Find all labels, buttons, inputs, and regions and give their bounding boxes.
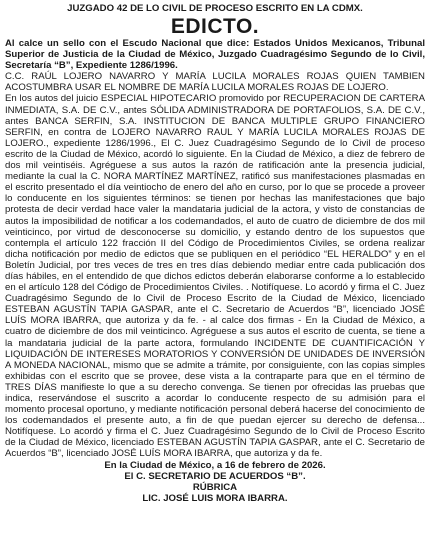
court-header: JUZGADO 42 DE LO CIVIL DE PROCESO ESCRITO EN LA CDMX. bbox=[67, 3, 363, 14]
closing-block bbox=[5, 460, 425, 504]
closing-date: En la Ciudad de México, a 16 de febrero de 2026. bbox=[104, 459, 326, 471]
secretary-line: El C. SECRETARIO DE ACUERDOS “B”. bbox=[124, 470, 306, 482]
addressees-paragraph: C.C. RAÚL LOJERO NAVARRO Y MARÍA LUCILA MORALES ROJAS QUIEN TAMBIEN ACOSTUMBRA USAR EL NOMBRE DE MARÍA LUCILA MORALES ROJAS DE LOJERO. bbox=[5, 71, 425, 94]
seal-note: Al calce un sello con el Escudo Nacional que dice: Estados Unidos Mexicanos, Tribunal Superior de Justicia de la Ciudad de México, Juzgado Cuadragésimo Segundo de lo Civil, Secretaría “B”, Expediente 1286/1996. bbox=[5, 38, 425, 72]
proceedings-paragraph: En los autos del juicio ESPECIAL HIPOTECARIO promovido por RECUPERACION DE CARTERA INMEDIATA, S.A. DE C.V., antes SÓLIDA ADMINISTRADORA DE PORTAFOLIOS, S.A. DE C.V., antes BANCA SERFIN, S.A. INSTITUCION DE BANCA MULTIPLE GRUPO FINANCIERO SERFIN, en contra de LOJERO NAVARRO RAUL Y MARÍA LUCILA MORALES ROJAS DE LOJERO., expediente 1286/1996., El C. Juez Cuadragésimo Segundo de lo Civil de proceso escrito de la Ciudad de México, acordó lo siguiente. En la Ciudad de México, a diez de febrero de dos mil veintiséis. Agréguese a sus autos la razón de ratificación ante la presencia judicial, mediante la cual la C. NORA MARTÍNEZ MARTÍNEZ, ratificó sus manifestaciones plasmadas en el escrito presentado el día veintiocho de enero del año en curso, por lo que se procede a proveer lo conducente en los siguientes términos: se tienen por hechas las manifestaciones que bajo protesta de decir verdad hace valer la mandataria judicial de la actora, y visto de constancias de autos la imposibilidad de notificar a los codemandados, el auto de cuatro de diciembre de dos mil veinticinco, por virtud de desconocerse su domicilio, y estando dentro de los supuestos que contempla el artículo 122 fracción II del Código de Procedimientos Civiles, se ordena realizar dicha notificación por medio de edictos que se publiquen en el periódico “EL HERALDO” y en el Boletín Judicial, por tres veces de tres en tres días debiendo mediar entre cada publicación dos días hábiles, en el entendido de que dichos edictos deberán elaborarse conforme a lo establecido en el artículo 128 del Código de Procedimientos Civiles. . Notifíquese. Lo acordó y firma el C. Juez Cuadragésimo Segundo de lo Civil de Proceso Escrito de la Ciudad de México, licenciado ESTEBAN AGUSTÍN TAPIA GASPAR, ante el C. Secretario de Acuerdos “B”, licenciado JOSÉ LUÍS MORA IBARRA, que autoriza y da fe. - al calce dos firmas - En la Ciudad de México, a cuatro de diciembre de dos mil veinticinco. Agréguese a sus autos el escrito de cuenta, se tiene a la mandataria judicial de la parte actora, formulando INCIDENTE DE CUANTIFICACIÓN Y LIQUIDACIÓN DE INTERESES MORATORIOS Y CONVERSIÓN DE UNIDADES DE INVERSIÓN A MONEDA NACIONAL, mismo que se admite a trámite, por consiguiente, con las copias simples exhibidas con el escrito que se provee, dese vista a la contraparte para que en el término de TRES DÍAS manifieste lo que a su derecho convenga. Se tienen por ofrecidas las pruebas que indica, reservándose el suscrito a acordar lo conducente respecto de su admisión para el momento procesal oportuno, y mediante notificación personal deberá hacerse del conocimiento de los codemandados el presente auto, a fin de que puedan ejercer su derecho de defensa... Notifíquese. Lo acordó y firma el C. Juez Cuadragésimo Segundo de lo Civil de Proceso Escrito de la Ciudad de México, licenciado ESTEBAN AGUSTÍN TAPIA GASPAR, ante el C. Secretario de Acuerdos “B”, licenciado JOSÉ LUÍS MORA IBARRA, que autoriza y da fe. bbox=[5, 93, 425, 460]
document-title: EDICTO. bbox=[170, 15, 260, 38]
signer-name: LIC. JOSÉ LUIS MORA IBARRA. bbox=[142, 492, 288, 504]
rubrica-line: RÚBRICA bbox=[192, 481, 238, 493]
